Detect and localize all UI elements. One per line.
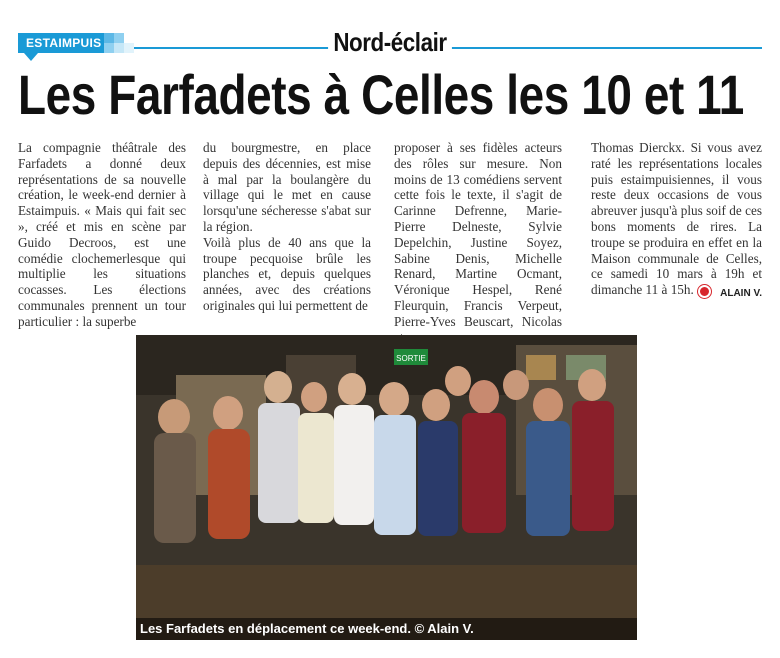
article-column-3: proposer à ses fidèles acteurs des rôles sur mesure. Non moins de 13 comédiens servent cette fois le texte, il s'agit de Carinne Defrenne, Marie-Pierre Delneste, Sylvie Depelchin, Justine Soyez, Sabine Denis, Michelle Renard, Martine Ocmant, Véronique Hespel, René Fleurquin, Francis Verpeut, Pierre-Yves Beuscart, Nicolas [394,140,562,329]
article-body [18,140,762,329]
article-column-2 [203,140,371,314]
section-tag: ESTAIMPUIS [18,33,115,53]
photo-credit: © Alain V. [414,621,474,636]
photo-caption [136,618,637,640]
article-photo [136,335,637,640]
article-column-4-text: Thomas Dierckx. Si vous avez raté les représentations locales puis estaimpuisiennes, il vous reste deux occasions de vous abreuver jusqu'à plus soif de ces bons moments de rires. La troupe se produira en effet en la Maison communale de Celles, ce samedi 10 mars à 19h et dimanche 11 à 15h. [591,140,762,298]
section-tag-pointer [24,53,38,61]
article-headline: Les Farfadets à Celles les 10 et 11 [18,63,744,126]
article-byline: ALAIN V. [720,288,762,299]
article-column-1: La compagnie théâtrale des Farfadets a donné deux représentations de sa nouvelle création, le week-end dernier à Estaimpuis. « Mais qui fait sec », créé et mis en scène par Guido Decroos, est une comédie clochemerlesque qui multiplie les situations cocasses. Les élections communales prennent un tour particulier : la superbe [18,140,186,329]
article-column-2-text: du bourgmestre, en place depuis des décennies, est mise à mal par la boulangère du village qui le met en cause lorsqu'une sécheresse s'abat sur la région. Voilà plus de 40 ans que la troupe pecquoise brûle les planches et, depuis quelques années, avec des créations originales qui lui permettent de [203,140,371,313]
masthead-text: Nord-éclair [328,27,452,57]
photo-caption-text: Les Farfadets en déplacement ce week-end. [140,621,411,636]
newspaper-masthead [55,27,726,58]
exit-sign-text: SORTIE [396,354,426,363]
article-column-4 [591,140,762,298]
group-photo-illustration [136,335,637,640]
